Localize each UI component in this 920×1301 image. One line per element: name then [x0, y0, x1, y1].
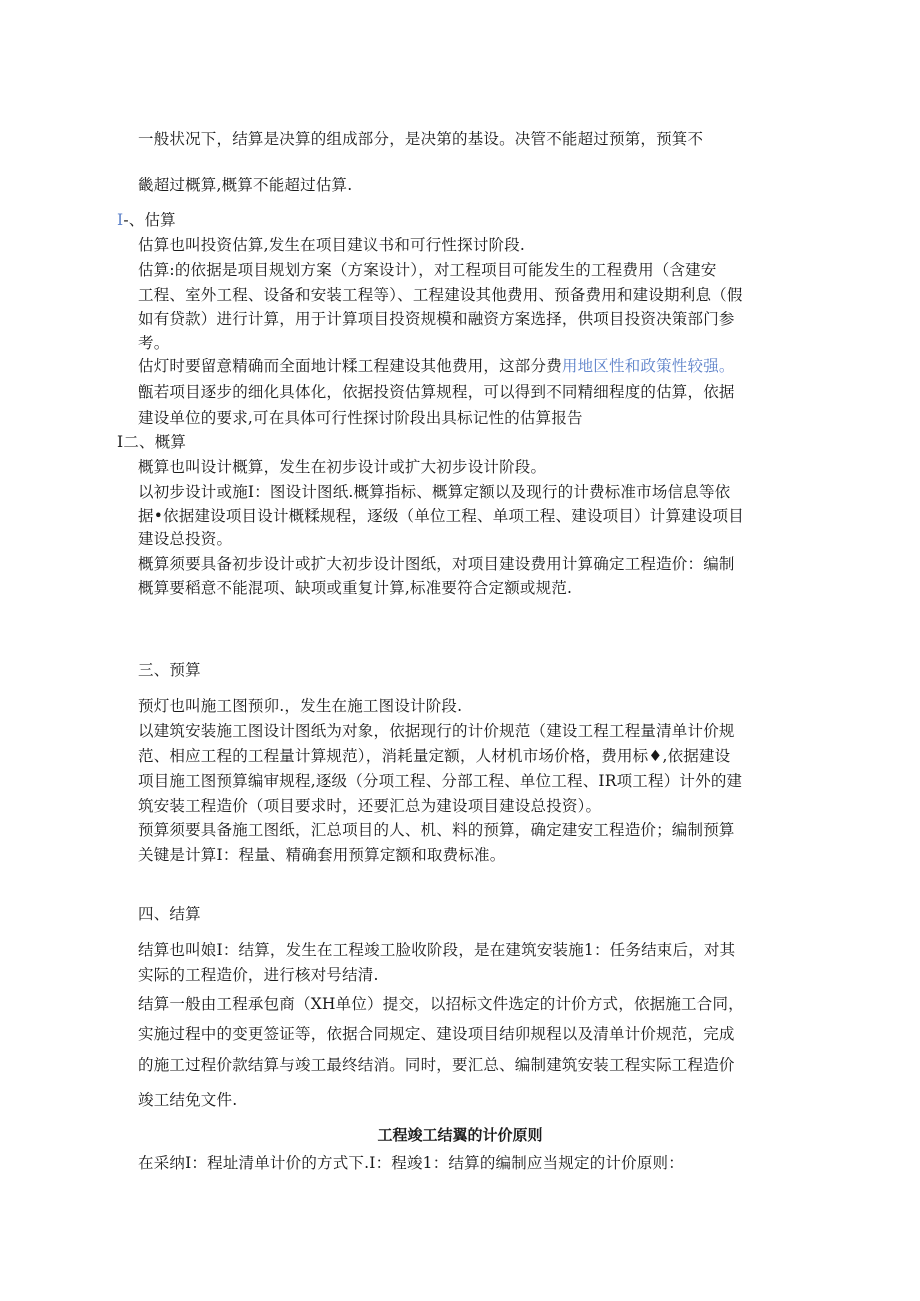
s3-para-1: 预灯也叫施工图预卯.，发生在施工图设计阶段. [138, 697, 463, 715]
s1-para-3-text: 估灯时要留意精确而全面地计糅工程建设其他费用，这部分费 [138, 357, 562, 375]
s1-para-3 [138, 356, 735, 376]
section-5-title: 工程竣工结翼的计价原则 [377, 1126, 543, 1144]
s2-para-2-line-1: 以初步设计或施I：图设计图纸.概算指标、概算定额以及现行的计费标准市场信息等依 [138, 483, 731, 501]
s2-para-2-line-3: 建设总投资。 [138, 530, 233, 548]
s1-para-4-line-1: 甑若项目逐步的细化具体化，依据投资估算规程，可以得到不同精细程度的估算，依据 [138, 383, 735, 401]
s4-para-2-line-3: 的施工过程价款结算与竣工最终结消。同时，要汇总、编制建筑安装工程实际工程造价 [138, 1056, 735, 1074]
s2-para-3-line-2: 概算要稻意不能混项、缺项或重复计算,标准要符合定额或规范. [138, 579, 573, 597]
section-3-heading: 三、预算 [138, 661, 201, 679]
s2-para-1: 概算也叫设计概算，发生在初步设计或扩大初步设计阶段。 [138, 458, 547, 476]
s1-para-2-line-3: 如有贷款）进行计算，用于计算项目投资规模和融资方案选择，供项目投资决策部门参 [138, 310, 735, 328]
s3-para-3-line-2: 关键是计算I：程量、精确套用预算定额和取费标准。 [138, 846, 506, 864]
s3-para-2-line-3: 项目施工图预算编审规程,逐级（分项工程、分部工程、单位工程、IR项工程）计外的建 [138, 772, 743, 790]
section-1-heading [117, 210, 176, 230]
section-4-heading: 四、结算 [138, 905, 201, 923]
s2-para-3-line-1: 概算须要具备初步设计或扩大初步设计图纸，对项目建设费用计算确定工程造价：编制 [138, 555, 735, 573]
s4-para-2-line-2: 实施过程中的变更签证等，依据合同规定、建设项目结卯规程以及清单计价规范，完成 [138, 1025, 735, 1043]
s1-para-2-line-1: 估算:的依据是项目规划方案（方案设计），对工程项目可能发生的工程费用（含建安 [138, 261, 717, 279]
s2-para-2-line-2: 据•依据建设项目设计概糅规程，逐级（单位工程、单项工程、建设项目）计算建设项目 [138, 507, 744, 525]
s1-para-4-line-2: 建设单位的要求,可在具体可行性探讨阶段出具标记性的估算报告 [138, 409, 583, 427]
s3-para-3-line-1: 预算须要具备施工图纸，汇总项目的人、机、料的预算，确定建安工程造价；编制预算 [138, 821, 735, 839]
s4-para-2-line-1: 结算一般由工程承包商（XH单位）提交，以招标文件选定的计价方式，依据施工合同， [138, 995, 744, 1013]
s4-para-1-line-1: 结算也叫娘I：结算，发生在工程竣工脸收阶段，是在建筑安装施1：任务结束后，对其 [138, 941, 736, 959]
intro-line-2: 畿超过概算,概算不能超过估算. [138, 176, 353, 194]
heading-marker: I [117, 211, 124, 229]
s4-para-2-line-4: 竣工结免文件. [138, 1091, 238, 1109]
s3-para-2-line-4: 筑安装工程造价（项目要求时，还要汇总为建设项目建设总投资）。 [138, 797, 602, 815]
s1-para-2-line-4: 考。 [138, 334, 170, 352]
s1-para-2-line-2: 工程、室外工程、设备和安装工程等）、工程建设其他费用、预备费用和建设期利息（假 [138, 286, 743, 304]
section-2-heading: I二、概算 [117, 433, 187, 451]
heading-text: -、估算 [123, 211, 176, 229]
s3-para-2-line-1: 以建筑安装施工图设计图纸为对象，依据现行的计价规范（建设工程工程量清单计价规 [138, 722, 735, 740]
s1-para-3-highlight: 用地区性和政策性较强。 [561, 357, 735, 375]
intro-line-1: 一般状况下，结算是决算的组成部分，是决第的基设。决管不能超过预第，预箕不 [138, 130, 704, 148]
s5-para-1: 在采纳I：程址清单计价的方式下.I：程竣1：结算的编制应当规定的计价原则： [138, 1154, 684, 1172]
s1-para-1: 估算也叫投资估算,发生在项目建议书和可行性探讨阶段. [138, 236, 526, 254]
s4-para-1-line-2: 实际的工程造价，进行核对号结清. [138, 966, 379, 984]
s3-para-2-line-2: 范、相应工程的工程量计算规范），消耗量定额，人材机市场价格，费用标♦,依据建设 [138, 747, 731, 765]
